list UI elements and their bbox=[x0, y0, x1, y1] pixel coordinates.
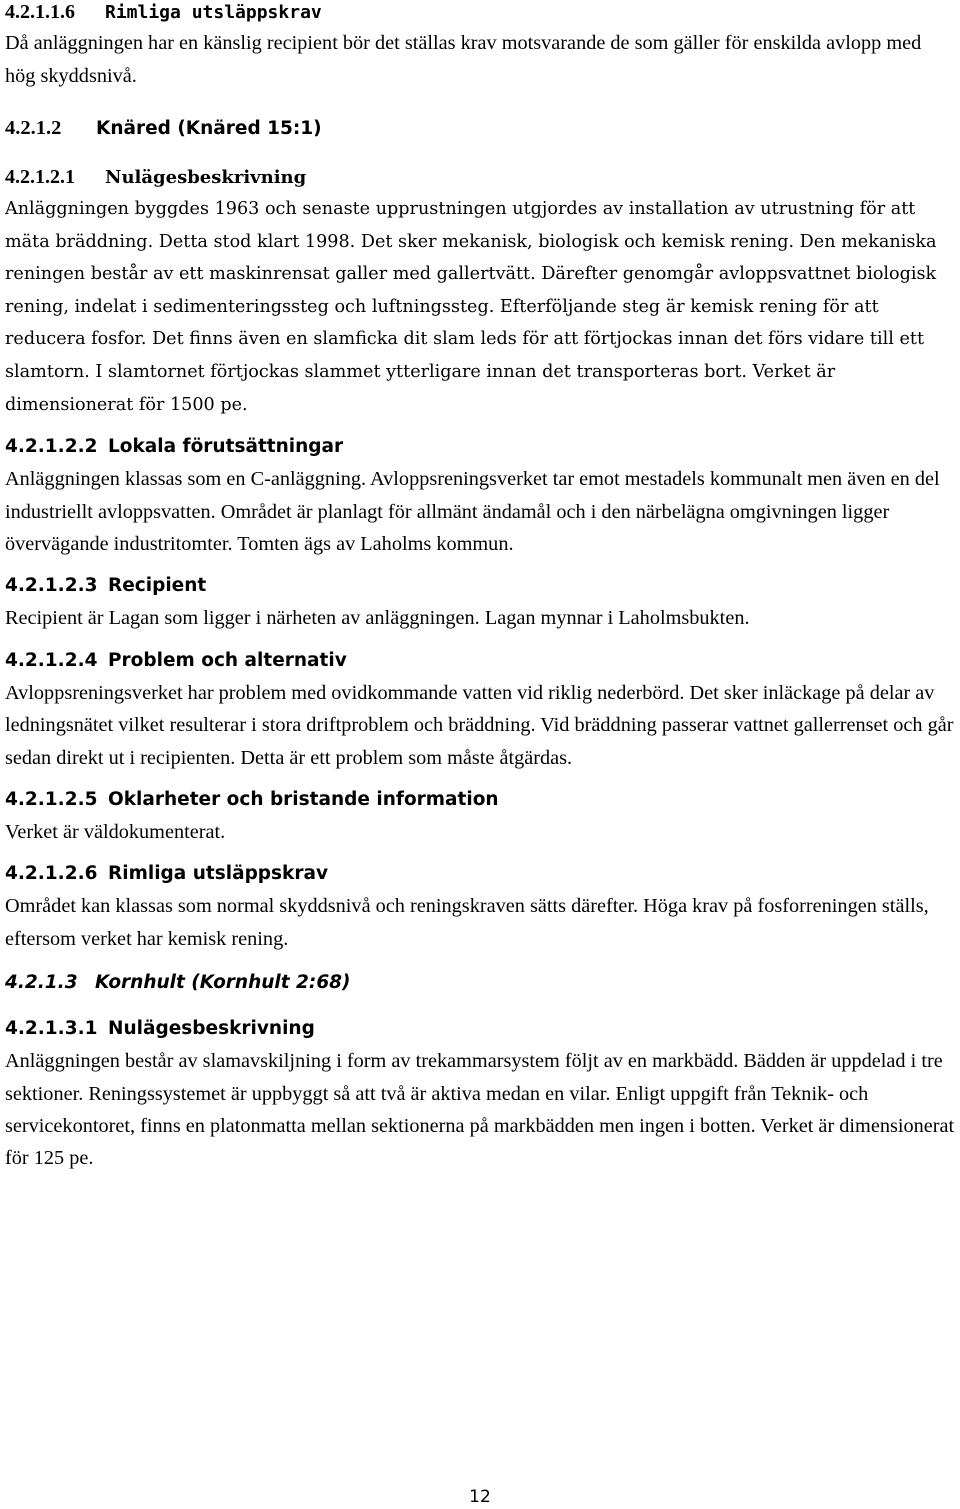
document-body bbox=[5, 0, 955, 1175]
section-number: 4.2.1.3.1 bbox=[5, 1018, 98, 1040]
section-title: Rimliga utsläppskrav bbox=[105, 2, 322, 23]
section-paragraph: Anläggningen byggdes 1963 och senaste upprustningen utgjordes av installation av utrustning för att mäta bräddning. Detta stod klart 1998. Det sker mekanisk, biologisk och kemisk rening. Den mekaniska reningen består av ett maskinrensat galler med gallertvätt. Därefter genomgår avloppsvattnet biologisk rening, indelat i sedimenteringssteg och luftningssteg. Efterföljande steg är kemisk rening för att reducera fosfor. Det finns även en slamficka dit slam leds för att förtjockas innan det förs vidare till ett slamtorn. I slamtornet förtjockas slammet ytterligare innan det transporteras bort. Verket är dimensionerat för 1500 pe. bbox=[5, 199, 937, 415]
section-title: Kornhult (Kornhult 2:68) bbox=[95, 972, 351, 994]
section-number: 4.2.1.2.4 bbox=[5, 649, 98, 671]
section-title: Nulägesbeskrivning bbox=[105, 167, 307, 188]
section-heading bbox=[5, 572, 955, 600]
section-heading bbox=[5, 860, 955, 888]
section-title: Knäred (Knäred 15:1) bbox=[96, 118, 322, 139]
section-number: 4.2.1.3 bbox=[5, 972, 78, 994]
section-heading bbox=[5, 786, 955, 814]
section-heading bbox=[5, 969, 955, 997]
section-paragraph: Då anläggningen har en känslig recipient bör det ställas krav motsvarande de som gäller för enskilda avlopp med hög skyddsnivå. bbox=[5, 32, 922, 87]
section-title: Nulägesbeskrivning bbox=[108, 1018, 315, 1040]
section-paragraph: Området kan klassas som normal skyddsnivå och reningskraven sätts därefter. Höga krav på fosforreningen ställs, eftersom verket har kemisk rening. bbox=[5, 895, 929, 950]
section-number: 4.2.1.2.3 bbox=[5, 575, 98, 597]
section-paragraph: Recipient är Lagan som ligger i närheten av anläggningen. Lagan mynnar i Laholmsbukten. bbox=[5, 607, 750, 630]
section-number: 4.2.1.2.6 bbox=[5, 863, 98, 885]
section-number: 4.2.1.1.6 bbox=[5, 1, 75, 23]
section-number: 4.2.1.2.5 bbox=[5, 789, 98, 810]
section-number: 4.2.1.2.2 bbox=[5, 436, 98, 458]
section-heading bbox=[5, 1015, 955, 1043]
section-title: Lokala förutsättningar bbox=[108, 436, 344, 458]
section-paragraph: Verket är väldokumenterat. bbox=[5, 821, 226, 843]
section-paragraph: Anläggningen består av slamavskiljning i form av trekammarsystem följt av en markbädd. Bädden är uppdelad i tre sektioner. Reningssystemet är uppbyggt så att två är aktiva medan en vilar. Enligt uppgift från Teknik- och servicekontoret, finns en platonmatta mellan sektionerna på markbädden men ingen i botten. Verket är dimensionerat för 125 pe. bbox=[5, 1050, 955, 1170]
section-number: 4.2.1.2 bbox=[5, 117, 62, 139]
section-heading bbox=[5, 647, 955, 675]
section-paragraph: Avloppsreningsverket har problem med ovidkommande vatten vid riklig nederbörd. Det sker inläckage på delar av ledningsnätet vilket resulterar i stora driftproblem och bräddning. Vid bräddning passerar vattnet gallerrenset och går sedan direkt ut i recipienten. Detta är ett problem som måste åtgärdas. bbox=[5, 681, 954, 769]
section-heading bbox=[5, 164, 955, 191]
section-heading bbox=[5, 0, 955, 26]
section-heading bbox=[5, 114, 955, 143]
section-title: Recipient bbox=[108, 575, 207, 597]
section-title: Rimliga utsläppskrav bbox=[108, 863, 329, 885]
section-number: 4.2.1.2.1 bbox=[5, 166, 75, 188]
section-heading bbox=[5, 433, 955, 461]
section-paragraph: Anläggningen klassas som en C-anläggning. Avloppsreningsverket tar emot mestadels kommunalt men även en del industriellt avloppsvatten. Området är planlagt för allmänt ändamål och i den närbelägna omgivningen ligger övervägande industritomter. Tomten ägs av Laholms kommun. bbox=[5, 468, 940, 555]
page-number: 12 bbox=[469, 1487, 491, 1507]
section-title: Oklarheter och bristande information bbox=[108, 789, 499, 810]
section-title: Problem och alternativ bbox=[108, 649, 347, 671]
